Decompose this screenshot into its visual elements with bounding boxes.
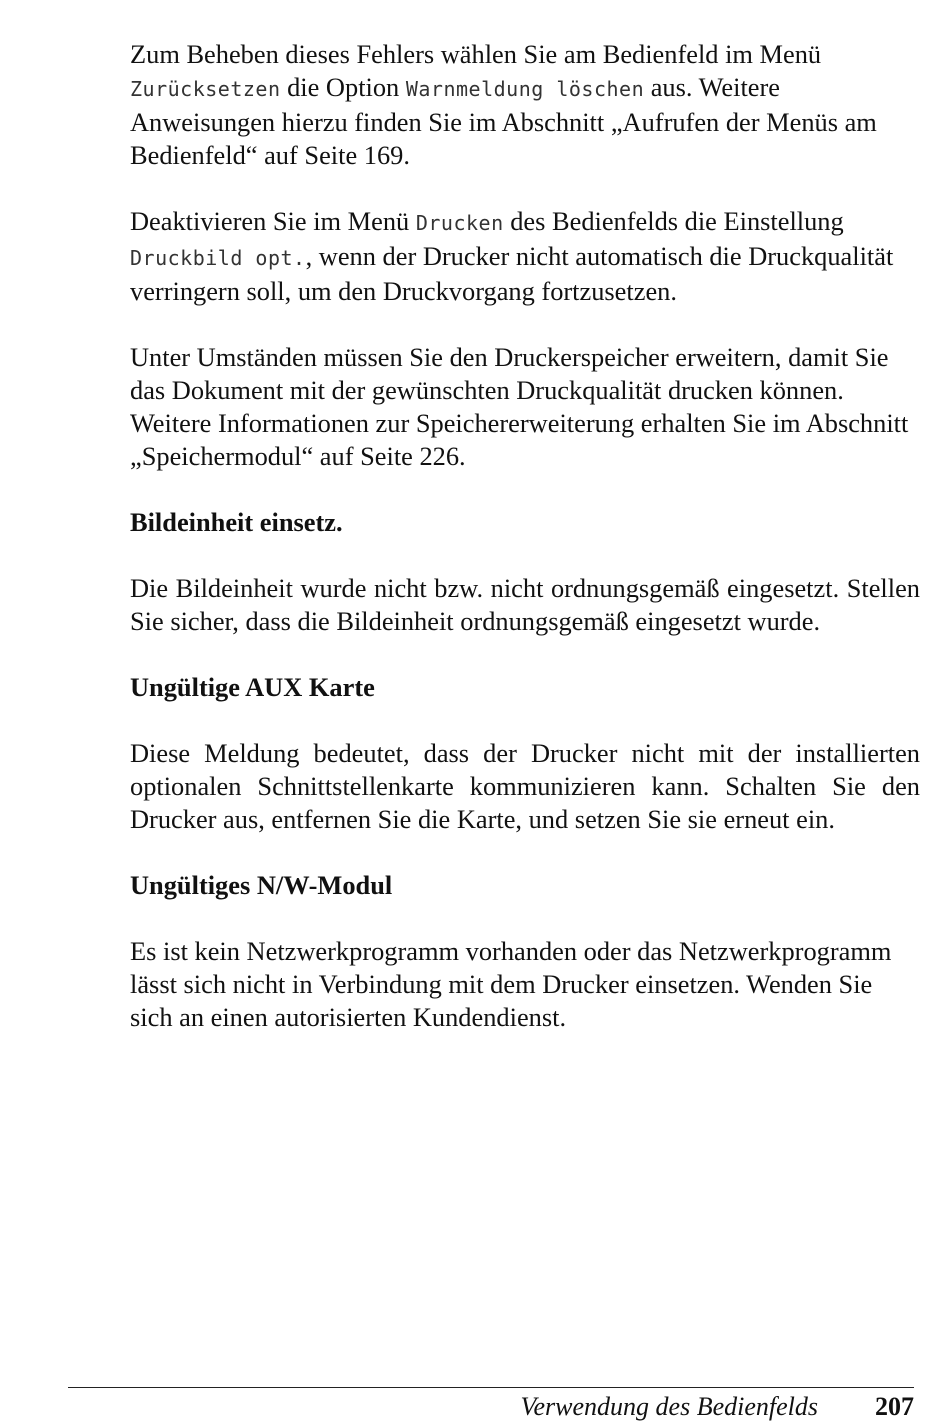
paragraph-aux-karte: Diese Meldung bedeutet, dass der Drucker nicht mit der installierten optionalen Schnittstellenkarte kommunizieren kann. Schalten Sie den Drucker aus, entfernen Sie die Karte, und setzen Sie sie erneut ein. (130, 738, 920, 834)
lcd-menu-drucken: Drucken (415, 211, 504, 235)
paragraph-bildeinheit: Die Bildeinheit wurde nicht bzw. nicht ordnungsgemäß eingesetzt. Stellen Sie sicher, dass die Bildeinheit ordnungsgemäß eingesetzt wurde. (130, 573, 920, 636)
paragraph-text: aus. Weitere Anweisungen hierzu finden Sie im Abschnitt „Aufrufen der Menüs am Bedienfeld“ auf Seite 169. (130, 72, 877, 170)
paragraph-text: Deaktivieren Sie im Menü (130, 206, 416, 236)
paragraph-reset-warning (130, 38, 920, 172)
heading-aux-karte: Ungültige AUX Karte (130, 672, 375, 702)
paragraph-memory-expansion: Unter Umständen müssen Sie den Druckerspeicher erweitern, damit Sie das Dokument mit der gewünschten Druckqualität drucken können. Weitere Informationen zur Speichererweiterung erhalten Sie im Abschnitt „Speichermodul“ auf Seite 226. (130, 342, 909, 471)
paragraph-text: des Bedienfelds die Einstellung (503, 206, 844, 236)
heading-nw-modul: Ungültiges N/W-Modul (130, 870, 393, 900)
heading-bildeinheit: Bildeinheit einsetz. (130, 507, 343, 537)
footer-chapter-title: Verwendung des Bedienfelds (520, 1392, 818, 1421)
lcd-option-warnmeldung-loeschen: Warnmeldung löschen (405, 77, 645, 101)
paragraph-text: , wenn der Drucker nicht automatisch die Druckqualität verringern soll, um den Druckvorgang fortzusetzen. (130, 241, 894, 306)
paragraph-print-quality (130, 205, 920, 308)
paragraph-text: Zum Beheben dieses Fehlers wählen Sie am Bedienfeld im Menü (130, 39, 822, 69)
footer-divider (68, 1387, 914, 1388)
footer-page-number: 207 (875, 1392, 914, 1421)
paragraph-nw-modul: Es ist kein Netzwerkprogramm vorhanden oder das Netzwerkprogramm lässt sich nicht in Verbindung mit dem Drucker einsetzen. Wenden Sie sich an einen autorisierten Kundendienst. (130, 936, 892, 1032)
page-body (130, 38, 920, 1067)
lcd-setting-druckbild-opt: Druckbild opt. (130, 246, 306, 270)
paragraph-text: die Option (280, 72, 406, 102)
lcd-menu-zuruecksetzen: Zurücksetzen (130, 77, 281, 101)
